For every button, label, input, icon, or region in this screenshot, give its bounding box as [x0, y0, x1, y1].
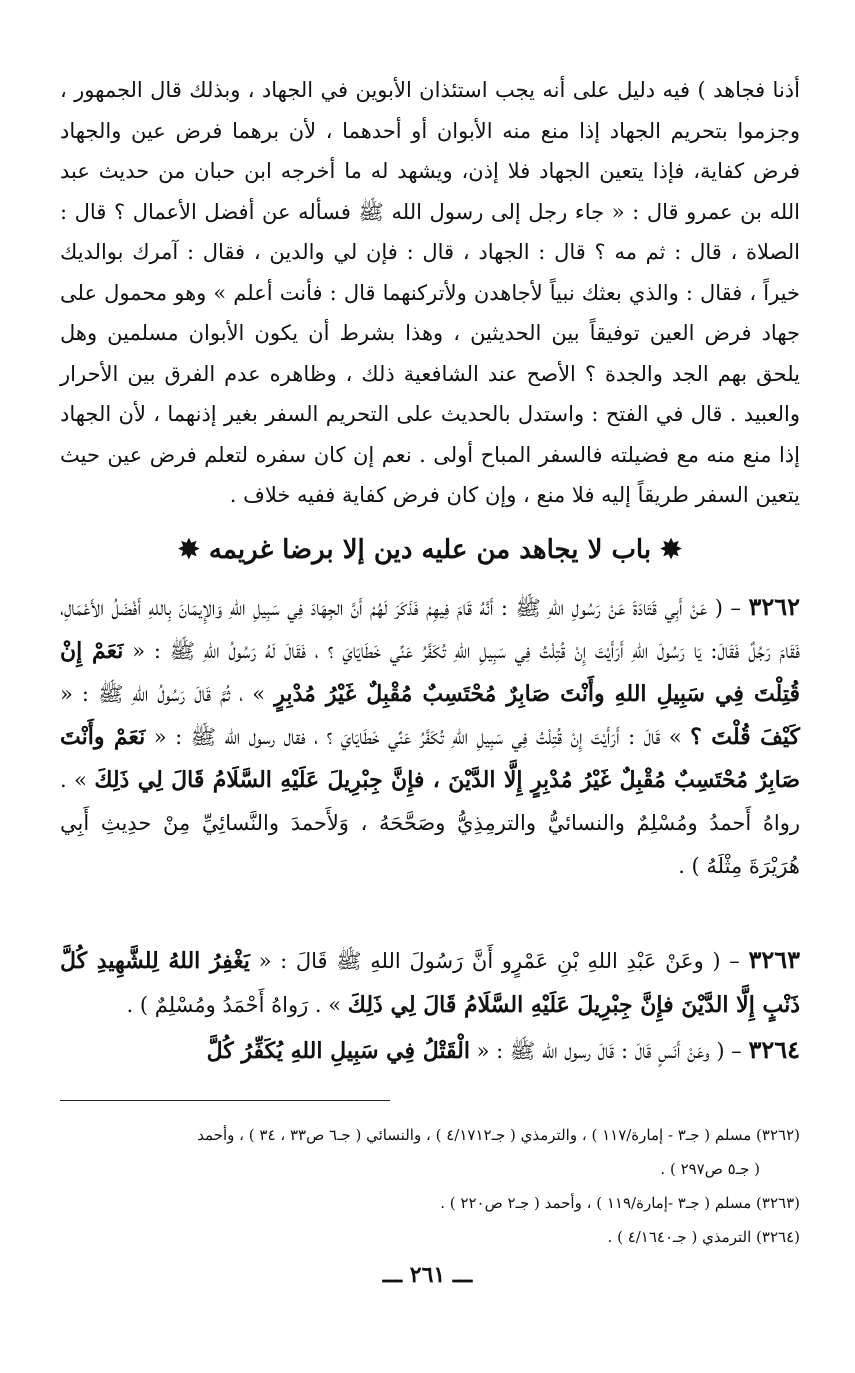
footnote-divider	[60, 1100, 390, 1101]
hadith-quote: نَعَمْ وأَنْتَ صَابِرٌ مُحْتَسِبٌ مُقْبِلٌ غَيْرُ مُدْبِرٍ إِلَّا الدَّيْنَ ، فإِنَّ جِبْرِيلَ عَلَيْهِ السَّلَامُ قَالَ لِي ذَلِكَ	[60, 724, 800, 793]
hadith-text: » . رَواهُ أَحْمَدُ ومُسْلِمٌ ) .	[126, 993, 348, 1017]
hadith-text: » . رواهُ أَحمدُ ومُسْلِمٌ والنسائيُّ والترمِذِيُّ وصَحَّحَهُ ، وَلأَحمدَ والنَّسائِيِّ مِنْ حدِيثِ أَبِي هُرَيْرَةَ مِثْلَهُ ) .	[60, 768, 800, 878]
intro-text: أذنا فجاهد ) فيه دليل على أنه يجب استئذان الأبوين في الجهاد ، وبذلك قال الجمهور ، وجزموا بتحريم الجهاد إذا منع منه الأبوان أو أحدهما ، لأن برهما فرض عين والجهاد فرض كفاية، فإذا يتعين الجهاد فلا إذن، ويشهد له ما أخرجه ابن حبان من حديث عبد الله بن عمرو قال : « جاء رجل إلى رسول الله ﷺ فسأله عن أفضل الأعمال ؟ قال : الصلاة ، قال : ثم مه ؟ قال : الجهاد ، قال : فإن لي والدين ، فقال : آمرك بوالديك خيراً ، فقال : والذي بعثك نبياً لأجاهدن ولأتركنهما قال : فأنت أعلم » وهو محمول على جهاد فرض العين توفيقاً بين الحديثين ، وهذا بشرط أن يكون الأبوان مسلمين وهل يلحق بهم الجد والجدة ؟ الأصح عند الشافعية ذلك ، وظاهره عدم الفرق بين الأحرار والعبيد . قال في الفتح : واستدل بالحديث على التحريم السفر بغير إذنهما ، لأن الجهاد إذا منع منه مع فضيلته فالسفر المباح أولى . نعم إن كان سفره لتعلم فرض عين حيث يتعين السفر طريقاً إليه فلا منع ، وإن كان فرض كفاية ففيه خلاف .	[60, 78, 800, 507]
footnote-3262-continuation: ( جـ٥ ص٢٩٧ ) .	[660, 1160, 760, 1178]
footnote-3264: (٣٢٦٤) الترمذي ( جـ٤/١٦٤٠ ) .	[607, 1228, 800, 1246]
hadith-3263	[60, 938, 800, 1027]
star-ornament-icon: ✸	[178, 535, 200, 565]
hadith-text: – ( وعَنْ عَبْدِ اللهِ بْنِ عَمْرٍو أَنَّ رَسُولَ اللهِ ﷺ قَالَ : «	[249, 949, 749, 973]
footnote-3263: (٣٢٦٣) مسلم ( جـ٣ -إمارة/١١٩ ) ، وأحمد ( جـ٢ ص٢٢٠ ) .	[440, 1194, 800, 1212]
chapter-heading	[60, 525, 800, 575]
hadith-quote: يَغْفِرُ اللهُ لِلشَّهِيدِ كُلَّ ذَنْبٍ إِلَّا الدَّيْنَ فإِنَّ جِبْرِيلَ عَلَيْهِ السَّلَامُ قَالَ لِي ذَلِكَ	[60, 948, 800, 1018]
hadith-number: ٣٢٦٢	[748, 592, 800, 621]
star-ornament-icon: ✸	[660, 535, 682, 565]
hadith-text: » قَالَ : أَرَأَيْتَ إِنْ قُتِلْتُ فِي سَبِيلِ اللهِ تُكَفَّرُ عَنِّي خَطَايَايَ ؟ ، فقال رسول الله ﷺ : «	[145, 725, 691, 749]
hadith-number: ٣٢٦٣	[748, 945, 800, 974]
hadith-3264	[60, 1028, 800, 1073]
chapter-title: باب لا يجاهد من عليه دين إلا برضا غريمه	[208, 535, 652, 565]
hadith-number: ٣٢٦٤	[748, 1035, 800, 1064]
hadith-quote: كَيْفَ قُلْتَ ؟	[690, 724, 800, 750]
footnote-3262: (٣٢٦٢) مسلم ( جـ٣ - إمارة/١١٧ ) ، والترمذي ( جـ٤/١٧١٢ ) ، والنسائي ( جـ٦ ص٣٣ ، ٣٤ ) ، وأحمد	[197, 1126, 800, 1144]
hadith-text: – ( عَنْ أَبِي قَتَادَةَ عَنْ رَسُولِ اللهِ ﷺ : أَنَّهُ قَامَ فِيهِمْ فَذَكَرَ لَهُمْ أَنَّ الجِهَادَ فِي سَبِيلِ اللهِ وَالإِيمَانَ بِاللهِ أَفْضَلُ الأَعْمَالِ، فَقَامَ رَجُلٌ فَقَالَ: يَا رَسُولَ اللهِ أَرَأَيْتَ إِنْ قُتِلْتُ فِي سَبِيلِ اللهِ تُكَفَّرُ عَنِّي خَطَايَايَ ؟ ، فَقَالَ لَهُ رَسُولُ اللهِ ﷺ : «	[60, 596, 800, 663]
page-number: ـــ ٢٦١ ـــ	[382, 1262, 473, 1288]
intro-paragraph	[60, 70, 800, 516]
hadith-quote: الْقَتْلُ فِي سَبِيلِ اللهِ يُكَفِّرُ كُلَّ	[206, 1038, 470, 1064]
hadith-text: » ، ثُمَّ قَالَ رَسُولُ اللهِ ﷺ : «	[60, 682, 275, 706]
hadith-3262	[60, 585, 800, 888]
footnotes	[60, 1118, 800, 1254]
hadith-text: – ( وعَنْ أَنَسٍ قَالَ : قَالَ رسول الله ﷺ : «	[469, 1039, 749, 1063]
hadith-quote: نَعَمْ إِنْ قُتِلْتَ فِي سَبِيلِ اللهِ وأَنْتَ صَابِرٌ مُحْتَسِبٌ مُقْبِلٌ غَيْرُ مُدْبِرٍ	[60, 638, 800, 707]
